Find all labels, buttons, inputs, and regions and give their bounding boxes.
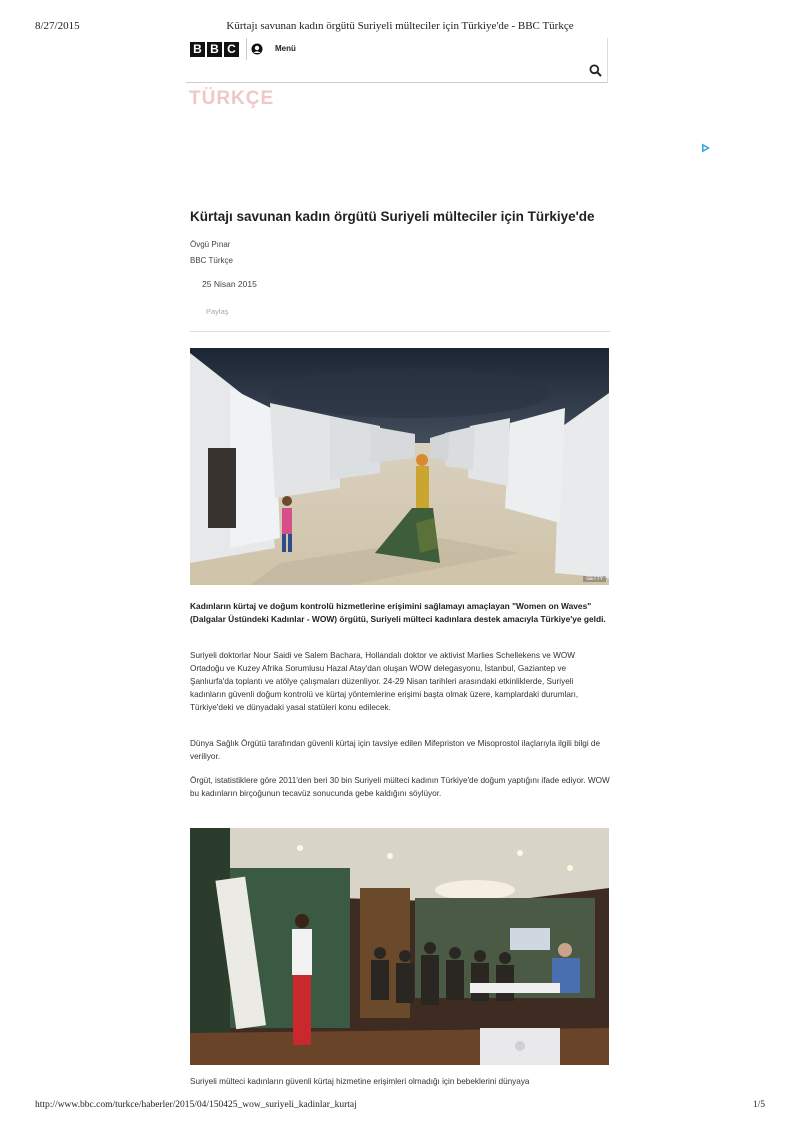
bbc-logo-letter: B: [207, 42, 222, 57]
meeting-room-photo: [190, 828, 609, 1065]
article-paragraph: Örgüt, istatistiklere göre 2011'den beri 30 bin Suriyeli mülteci kadının Türkiye'de doğum yaptığını ifade ediyor. WOW bu kadınların birçoğunun tecavüz sonucunda gebe kaldığını söylüyor.: [190, 776, 610, 798]
share-link[interactable]: Paylaş: [206, 307, 229, 316]
header-divider-line: [190, 331, 610, 332]
article-paragraph: Suriyeli doktorlar Nour Saidi ve Salem Bachara, Hollandalı doktor ve aktivist Marlies Schellekens ve WOW Ortadoğu ve Kuzey Afrika Sorumlusu Hazal Atay'dan oluşan WOW delegasyonu, İstanbul, Gaziantep ve Şanlıurfa'da toplantı ve atölye çalışmaları düzenliyor. 24-29 Nisan tarihleri arasındaki etkinliklerde, Suriyeli kadınların güvenli doğum kontrolü ve kürtaj yöntemlerine erişimi başta olmak üzere, kamplardaki durumları, Türkiye'deki ve dünyadaki yasal statüleri konu edilecek.: [190, 651, 579, 712]
article-header: [190, 208, 610, 316]
print-page-number: 1/5: [752, 1100, 765, 1110]
print-page-title: Kürtajı savunan kadın örgütü Suriyeli mülteciler için Türkiye'de - BBC Türkçe: [226, 20, 574, 32]
article-author: Övgü Pınar: [190, 240, 231, 249]
print-date: 8/27/2015: [35, 20, 80, 32]
photo-credit: GETTY: [583, 576, 606, 582]
article-date: 25 Nisan 2015: [202, 279, 257, 289]
ad-choices-icon[interactable]: [701, 143, 711, 153]
user-account-icon[interactable]: [251, 43, 263, 55]
article-paragraph: Dünya Sağlık Örgütü tarafından güvenli kürtaj için tavsiye edilen Mifepriston ve Misoprostol ilaçlarıyla ilgili bilgi de veriliyor.: [190, 739, 601, 761]
article-lead: Kadınların kürtaj ve doğum kontrolü hizmetlerine erişimini sağlamayı amaçlayan "Women on Waves" (Dalgalar Üstündeki Kadınlar - WOW) örgütü, Suriyeli mülteci kadınlara destek amacıyla Türkiye'ye geldi.: [190, 601, 606, 624]
bbc-logo-letter: C: [224, 42, 239, 57]
bbc-turkce-logo[interactable]: TÜRKÇE: [189, 88, 275, 109]
bbc-top-bar: [186, 38, 608, 83]
search-icon[interactable]: [589, 64, 602, 77]
print-url: http://www.bbc.com/turkce/haberler/2015/04/150425_wow_suriyeli_kadinlar_kurtaj: [35, 1100, 357, 1110]
article-organization: BBC Türkçe: [190, 256, 233, 265]
bbc-logo[interactable]: [190, 42, 239, 57]
refugee-camp-photo: [190, 348, 609, 585]
article-paragraph: Suriyeli mülteci kadınların güvenli kürtaj hizmetine erişimleri olmadığı için bebeklerini dünyaya: [190, 1077, 530, 1086]
article-title: Kürtajı savunan kadın örgütü Suriyeli mülteciler için Türkiye'de: [190, 209, 595, 224]
header-divider: [246, 38, 247, 60]
bbc-logo-letter: B: [190, 42, 205, 57]
menu-button[interactable]: Menü: [275, 44, 296, 53]
